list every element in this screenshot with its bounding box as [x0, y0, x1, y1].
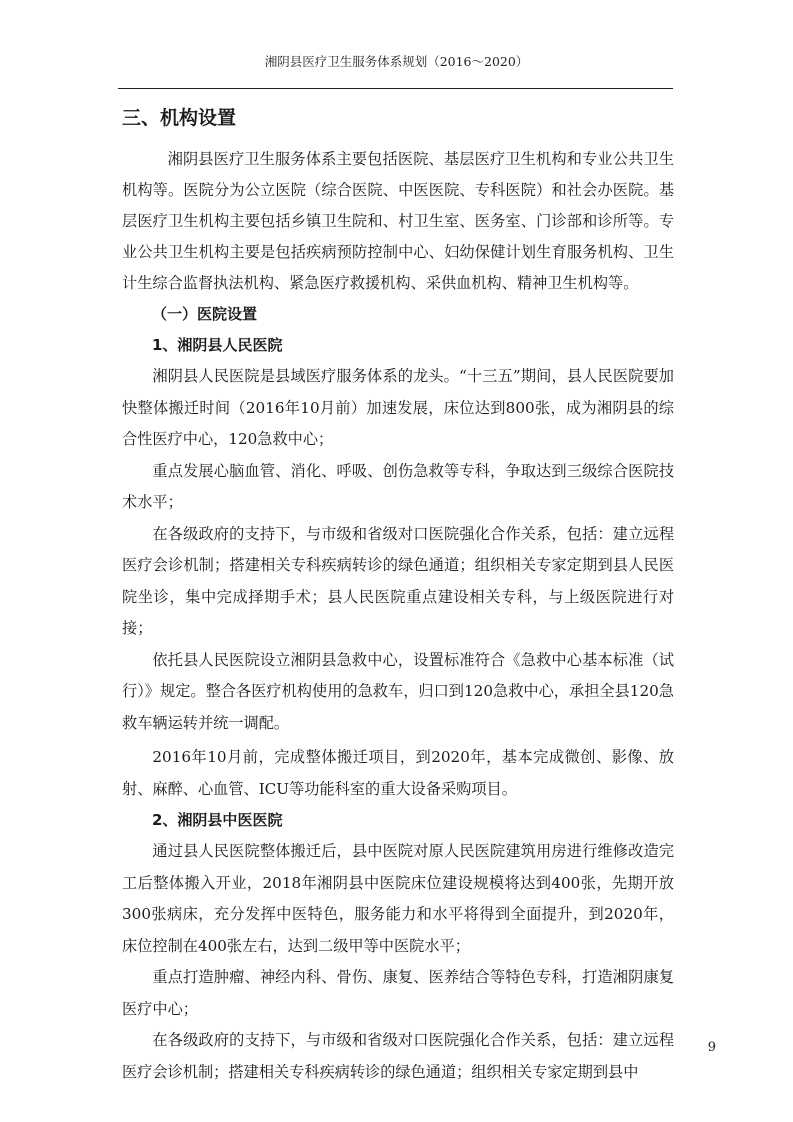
section-title: 三、机构设置: [122, 107, 237, 129]
subsection-title: （一）医院设置: [152, 305, 258, 323]
hospital2-paragraph: 通过县人民医院整体搬迁后，县中医院对原人民医院建筑用房进行维修改造完工后整体搬入开业，2018年湘阴县中医院床位建设规模将达到400张，先期开放300张病床，充分发挥中医特色，服务能力和水平将得到全面提升，到2020年，床位控制在400张左右，达到二级甲等中医院水平；: [122, 842, 674, 955]
hospital2-title: 2、湘阴县中医医院: [152, 811, 283, 829]
page-body: [122, 104, 674, 1088]
hospital1-paragraph: 重点发展心脑血管、消化、呼吸、创伤急救等专科，争取达到三级综合医院技术水平；: [122, 461, 674, 511]
hospital1-paragraph: 湘阴县人民医院是县域医疗服务体系的龙头。“十三五”期间，县人民医院要加快整体搬迁时间（2016年10月前）加速发展，床位达到800张，成为湘阴县的综合性医疗中心，120急救中心；: [122, 367, 674, 448]
hospital2-paragraph: 重点打造肿瘤、神经内科、骨伤、康复、医养结合等特色专科，打造湘阴康复医疗中心；: [122, 968, 674, 1018]
intro-paragraph: 湘阴县医疗卫生服务体系主要包括医院、基层医疗卫生机构和专业公共卫生机构等。医院分为公立医院（综合医院、中医医院、专科医院）和社会办医院。基层医疗卫生机构主要包括乡镇卫生院和、村卫生室、医务室、门诊部和诊所等。专业公共卫生机构主要是包括疾病预防控制中心、妇幼保健计划生育服务机构、卫生计生综合监督执法机构、紧急医疗救援机构、采供血机构、精神卫生机构等。: [122, 150, 674, 292]
hospital1-title: 1、湘阴县人民医院: [152, 336, 283, 354]
hospital1-paragraph: 依托县人民医院设立湘阴县急救中心，设置标准符合《急救中心基本标准（试行）》规定。整合各医疗机构使用的急救车，归口到120急救中心，承担全县120急救车辆运转并统一调配。: [122, 650, 674, 732]
hospital1-paragraph: 2016年10月前，完成整体搬迁项目，到2020年，基本完成微创、影像、放射、麻醉、心血管、ICU等功能科室的重大设备采购项目。: [122, 748, 674, 798]
hospital2-paragraph: 在各级政府的支持下，与市级和省级对口医院强化合作关系，包括：建立远程医疗会诊机制；搭建相关专科疾病转诊的绿色通道；组织相关专家定期到县中: [122, 1031, 674, 1081]
header-divider: [118, 88, 673, 89]
page-number: 9: [707, 1040, 716, 1055]
hospital1-paragraph: 在各级政府的支持下，与市级和省级对口医院强化合作关系，包括：建立远程医疗会诊机制；搭建相关专科疾病转诊的绿色通道；组织相关专家定期到县人民医院坐诊，集中完成择期手术；县人民医院重点建设相关专科，与上级医院进行对接；: [122, 524, 674, 637]
running-header: 湘阴县医疗卫生服务体系规划（2016～2020）: [264, 54, 529, 69]
